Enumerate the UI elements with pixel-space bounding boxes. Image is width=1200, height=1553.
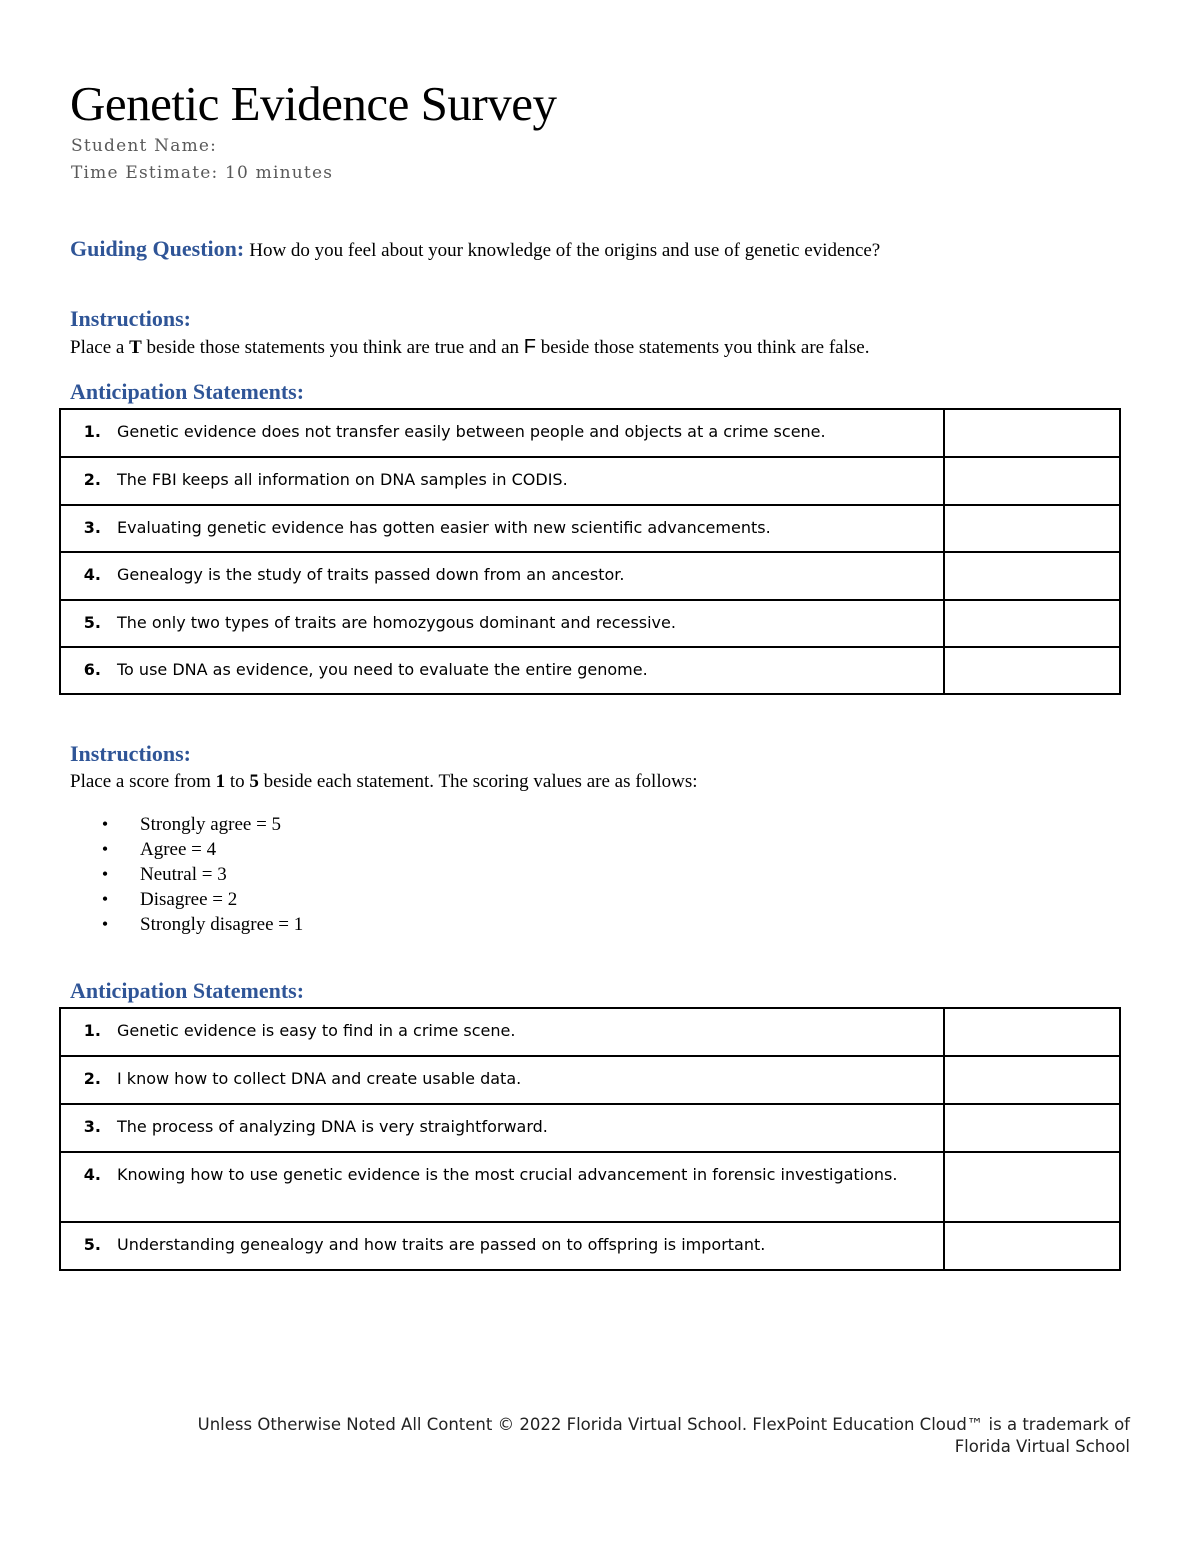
answer-cell[interactable] [944,505,1120,552]
table-row [60,647,1120,694]
instr2-post: beside each statement. The scoring values are as follows: [258,771,698,792]
statement-text: To use DNA as evidence, you need to evaluate the entire genome. [117,660,648,679]
statement-number: 4. [83,565,101,584]
page-title: Genetic Evidence Survey [70,76,557,131]
table-row [60,1056,1120,1104]
instr2-high: 5 [249,771,259,792]
answer-cell[interactable] [944,409,1120,457]
table-row [60,1222,1120,1270]
scale-item-text: Disagree = 2 [140,888,238,910]
table-row [60,457,1120,505]
statement-number: 1. [83,422,101,441]
instr2-low: 1 [215,771,226,792]
answer-cell[interactable] [944,1152,1120,1222]
statement-text: Genetic evidence is easy to find in a crime scene. [117,1021,516,1040]
statement-cell [60,505,944,552]
list-item [70,887,303,912]
instr2-mid: to [225,771,250,792]
statement-cell [60,409,944,457]
statement-text: Knowing how to use genetic evidence is the most crucial advancement in forensic investigations. [117,1165,898,1184]
instructions-heading-2: Instructions: [70,741,192,766]
answer-cell[interactable] [944,647,1120,694]
statement-text: The FBI keeps all information on DNA samples in CODIS. [117,470,568,489]
anticipation-heading-2: Anticipation Statements: [70,978,305,1003]
answer-cell[interactable] [944,1104,1120,1152]
statement-cell [60,600,944,647]
list-item [70,837,303,862]
statement-cell [60,552,944,600]
list-item [70,812,303,837]
statement-number: 5. [83,1235,101,1254]
instructions-text-2 [70,771,698,793]
list-item [70,862,303,887]
bullet-icon: • [101,914,109,934]
instructions-text-1 [70,336,869,359]
guiding-question-label: Guiding Question: [70,236,245,261]
list-item [70,912,303,937]
statement-text: The process of analyzing DNA is very straightforward. [117,1117,548,1136]
answer-cell[interactable] [944,1008,1120,1056]
statement-cell [60,457,944,505]
statement-cell [60,647,944,694]
statement-text: Understanding genealogy and how traits are passed on to offspring is important. [117,1235,766,1254]
guiding-question [70,236,880,262]
statement-number: 1. [83,1021,101,1040]
statement-number: 3. [83,1117,101,1136]
answer-cell[interactable] [944,457,1120,505]
statement-cell [60,1104,944,1152]
bullet-icon: • [101,814,109,834]
statement-number: 4. [83,1165,101,1184]
scale-item-text: Strongly agree = 5 [140,813,282,835]
time-estimate: Time Estimate: 10 minutes [71,163,334,183]
statement-cell [60,1056,944,1104]
statement-number: 5. [83,613,101,632]
table-row [60,1152,1120,1222]
answer-cell[interactable] [944,552,1120,600]
footer-line-1: Unless Otherwise Noted All Content © 2022 Florida Virtual School. FlexPoint Education Cloud™ is a trademark of [197,1415,1130,1434]
student-name-label: Student Name: [71,136,218,156]
scoring-scale-list [70,812,303,937]
anticipation-heading-1: Anticipation Statements: [70,379,305,404]
bullet-icon: • [101,864,109,884]
statement-cell [60,1008,944,1056]
statement-text: Genetic evidence does not transfer easily between people and objects at a crime scene. [117,422,826,441]
statement-text: I know how to collect DNA and create usable data. [117,1069,522,1088]
instr1-t: T [129,337,142,358]
statement-text: Evaluating genetic evidence has gotten easier with new scientific advancements. [117,518,771,537]
table-row [60,1008,1120,1056]
instructions-heading-1: Instructions: [70,306,192,331]
answer-cell[interactable] [944,1222,1120,1270]
footer-copyright [198,1414,1130,1458]
statement-text: The only two types of traits are homozygous dominant and recessive. [117,613,676,632]
statement-number: 2. [83,1069,101,1088]
instr1-f: F [523,336,536,358]
scale-item-text: Strongly disagree = 1 [140,913,304,935]
answer-cell[interactable] [944,600,1120,647]
statement-cell [60,1152,944,1222]
true-false-table [59,408,1121,695]
bullet-icon: • [101,889,109,909]
guiding-question-text: How do you feel about your knowledge of the origins and use of genetic evidence? [249,240,881,261]
statement-number: 6. [83,660,101,679]
table-row [60,1104,1120,1152]
footer-line-2: Florida Virtual School [954,1437,1130,1456]
bullet-icon: • [101,839,109,859]
instr1-pre: Place a [70,337,130,358]
statement-cell [60,1222,944,1270]
table-row [60,505,1120,552]
statement-number: 2. [83,470,101,489]
instr1-post: beside those statements you think are false. [536,337,870,358]
instr2-pre: Place a score from [70,771,216,792]
score-table [59,1007,1121,1271]
table-row [60,552,1120,600]
scale-item-text: Agree = 4 [140,838,217,860]
scale-item-text: Neutral = 3 [140,863,227,885]
table-row [60,600,1120,647]
statement-text: Genealogy is the study of traits passed down from an ancestor. [117,565,625,584]
answer-cell[interactable] [944,1056,1120,1104]
instr1-mid: beside those statements you think are true and an [141,337,524,358]
table-row [60,409,1120,457]
statement-number: 3. [83,518,101,537]
